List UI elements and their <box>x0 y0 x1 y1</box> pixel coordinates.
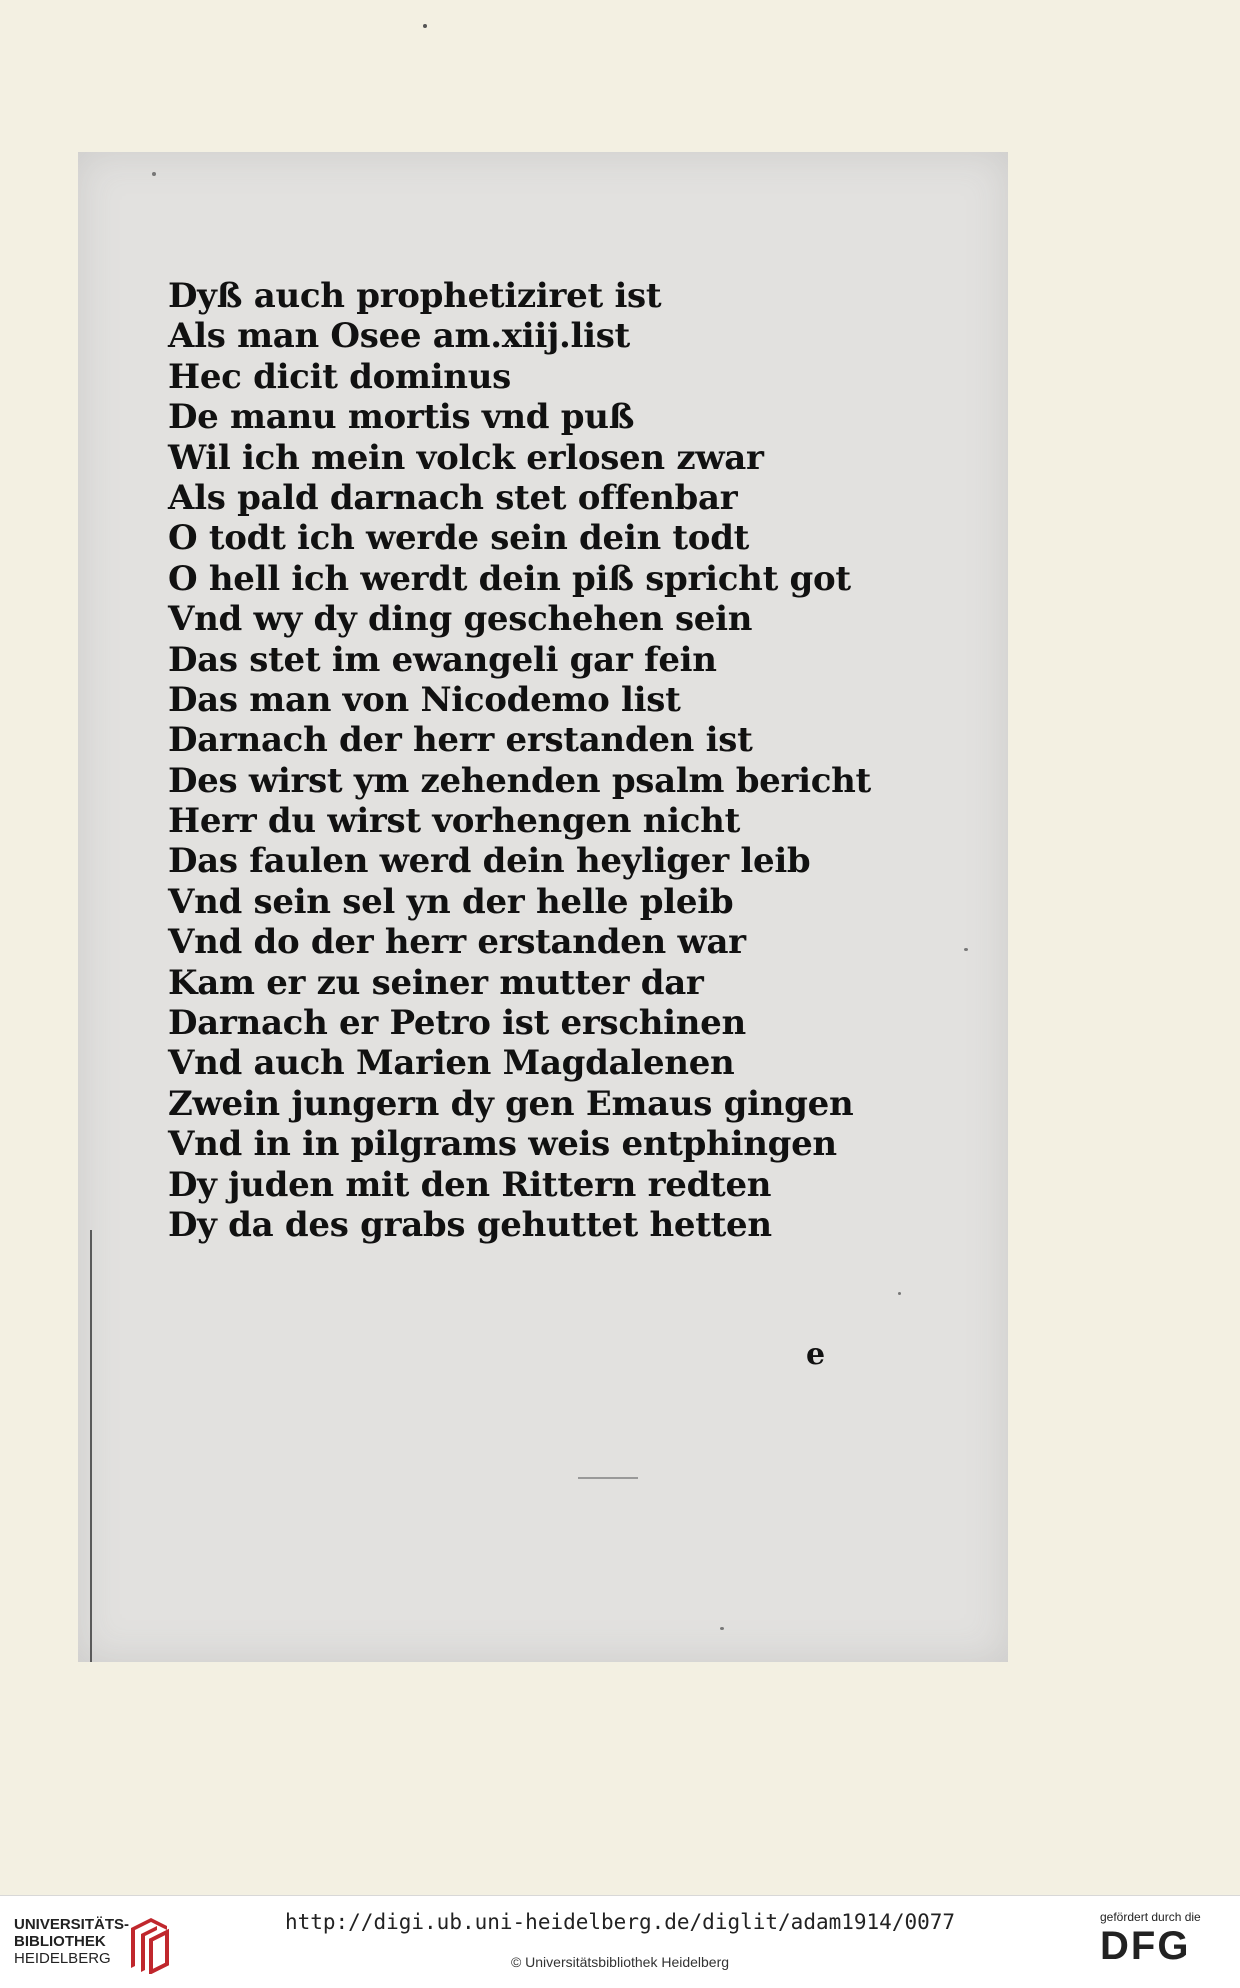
verse-line: Vnd sein sel yn der helle pleib <box>168 881 734 922</box>
verse-line: Vnd wy dy ding geschehen sein <box>168 599 753 640</box>
dfg-funding-logo[interactable] <box>1100 1910 1230 1968</box>
verse-line: Dy da des grabs gehuttet hetten <box>168 1204 772 1245</box>
verse-line: Wil ich mein volck erlosen zwar <box>168 437 764 478</box>
dfg-logo: DFG <box>1100 1924 1191 1968</box>
verse-line: Hec dicit dominus <box>168 356 511 397</box>
copyright-notice: © Universitätsbibliothek Heidelberg <box>510 1954 730 1970</box>
ink-speck <box>152 172 156 176</box>
verse-line: Das stet im ewangeli gar fein <box>168 639 717 680</box>
verse-line: Darnach der herr erstanden ist <box>168 720 753 761</box>
verse-line: Als pald darnach stet offenbar <box>168 477 738 518</box>
verse-line: Vnd auch Marien Magdalenen <box>168 1043 735 1084</box>
verse-line: O hell ich werdt dein piß spricht got <box>168 558 851 599</box>
library-name-line1: UNIVERSITÄTS- <box>14 1916 130 1933</box>
library-name-line2: BIBLIOTHEK <box>14 1933 106 1950</box>
verse-line: Zwein jungern dy gen Emaus gingen <box>168 1083 854 1124</box>
verse-line: Das faulen werd dein heyliger leib <box>168 841 811 882</box>
permalink-url[interactable]: http://digi.ub.uni-heidelberg.de/diglit/adam1914/0077 <box>284 1910 956 1934</box>
ink-speck <box>898 1292 901 1295</box>
signature-mark: e <box>806 1337 826 1372</box>
ink-speck <box>964 948 968 951</box>
verse-line: Vnd in in pilgrams weis entphingen <box>168 1124 837 1165</box>
verse-line: Das man von Nicodemo list <box>168 679 681 720</box>
library-name-line3: HEIDELBERG <box>14 1950 111 1967</box>
verse-line: Als man Osee am.xiij.list <box>168 316 630 357</box>
verse-line: Kam er zu seiner mutter dar <box>168 962 704 1003</box>
verse-line: Dyß auch prophetiziret ist <box>168 276 662 316</box>
verse-line: Vnd do der herr erstanden war <box>168 922 746 963</box>
footer-bar <box>0 1895 1240 1988</box>
verse-line: Dy juden mit den Rittern redten <box>168 1164 772 1205</box>
verse-line: Darnach er Petro ist erschinen <box>168 1003 746 1044</box>
verse-line: O todt ich werde sein dein todt <box>168 518 750 559</box>
block-edge-rule <box>90 1230 92 1662</box>
ink-speck <box>578 1477 638 1479</box>
ink-speck <box>423 24 427 28</box>
verse-text <box>168 276 871 1245</box>
verse-line: Des wirst ym zehenden psalm bericht <box>168 760 871 801</box>
dfg-caption: gefördert durch die <box>1100 1910 1201 1924</box>
verse-line: Herr du wirst vorhengen nicht <box>168 801 740 842</box>
ink-speck <box>720 1627 724 1630</box>
verse-line: De manu mortis vnd puß <box>168 397 635 438</box>
